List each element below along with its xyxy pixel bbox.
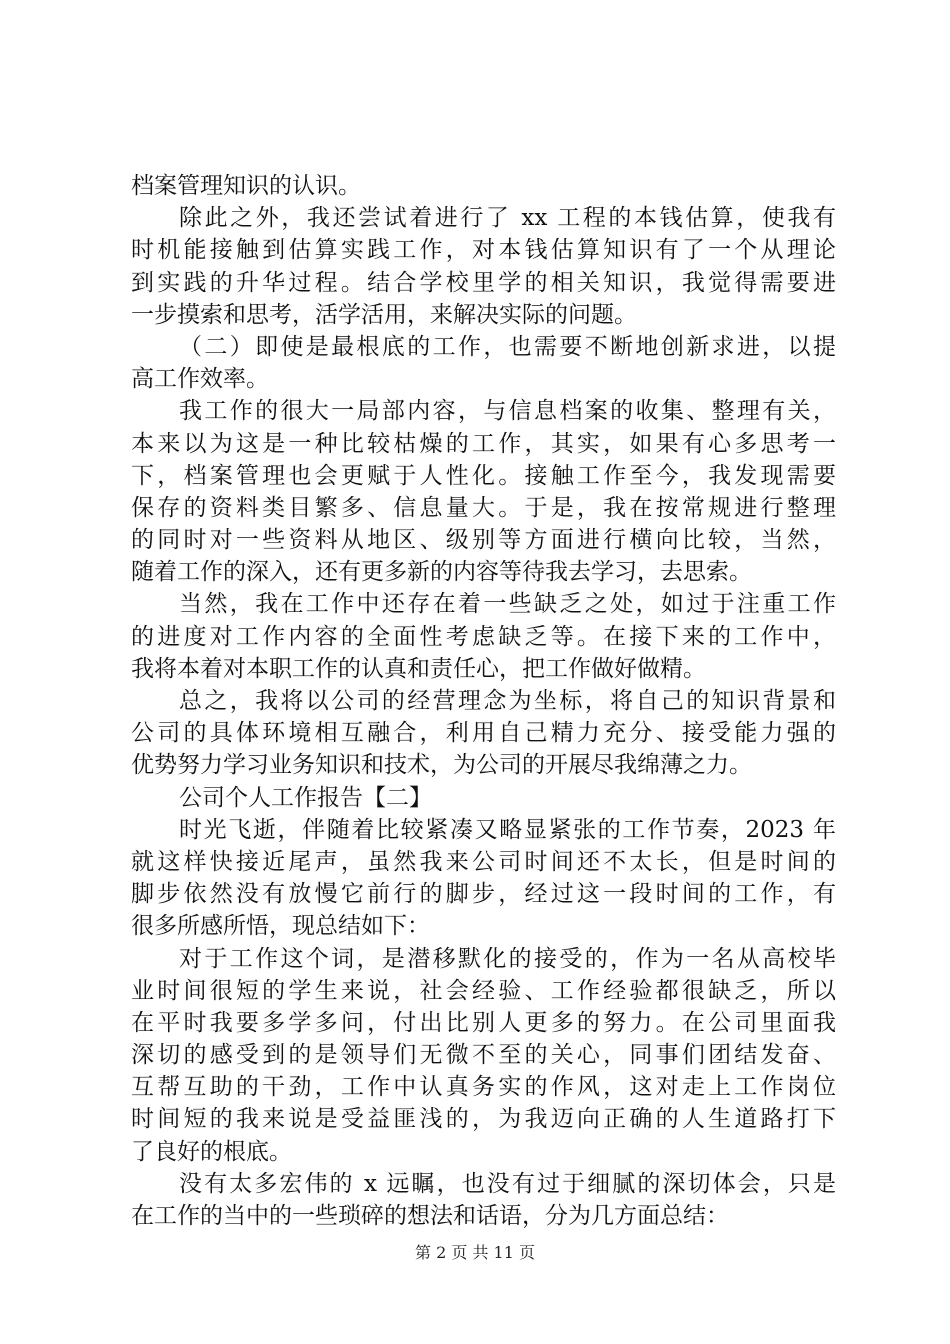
text-line: 下，档案管理也会更赋于人性化。接触工作至今，我发现需要	[131, 462, 836, 489]
text-line: 本来以为这是一种比较枯燥的工作，其实，如果有心多思考一	[131, 430, 836, 457]
text-line: 的进度对工作内容的全面性考虑缺乏等。在接下来的工作中，	[131, 623, 836, 650]
text-line: 时间短的我来说是受益匪浅的，为我迈向正确的人生道路打下	[131, 1106, 836, 1133]
text-line: 脚步依然没有放慢它前行的脚步，经过这一段时间的工作，有	[131, 881, 836, 908]
document-body	[131, 170, 836, 1232]
text-line: 除此之外，我还尝试着进行了 xx 工程的本钱估算，使我有	[179, 205, 836, 232]
text-line: 一步摸索和思考，活学活用，来解决实际的问题。	[131, 301, 637, 328]
text-line: 没有太多宏伟的 x 远瞩，也没有过于细腻的深切体会，只是	[179, 1170, 836, 1197]
text-line: 的同时对一些资料从地区、级别等方面进行横向比较，当然，	[131, 527, 836, 554]
text-line: 在平时我要多学多问，付出比别人更多的努力。在公司里面我	[131, 1009, 836, 1036]
text-line: 对于工作这个词，是潜移默化的接受的，作为一名从高校毕	[179, 945, 836, 972]
text-line: 了良好的根底。	[131, 1138, 292, 1165]
text-line: 互帮互助的干劲，工作中认真务实的作风，这对走上工作岗位	[131, 1074, 836, 1101]
text-line: （二）即使是最根底的工作，也需要不断地创新求进，以提	[179, 333, 836, 360]
text-line: 档案管理知识的认识。	[131, 173, 361, 199]
text-line: 优势努力学习业务知识和技术，为公司的开展尽我绵薄之力。	[131, 752, 752, 779]
text-line: 高工作效率。	[131, 366, 269, 393]
text-line: 时光飞逝，伴随着比较紧凑又略显紧张的工作节奏，2023 年	[179, 816, 836, 843]
text-line: 公司个人工作报告【二】	[179, 784, 432, 811]
text-line: 很多所感所悟，现总结如下：	[131, 913, 430, 940]
text-line: 业时间很短的学生来说，社会经验、工作经验都很缺乏，所以	[131, 977, 836, 1004]
text-line: 深切的感受到的是领导们无微不至的关心，同事们团结发奋、	[131, 1042, 836, 1069]
text-line: 我工作的很大一局部内容，与信息档案的收集、整理有关，	[179, 398, 836, 425]
text-line: 当然，我在工作中还存在着一些缺乏之处，如过于注重工作	[179, 591, 836, 618]
text-line: 我将本着对本职工作的认真和责任心，把工作做好做精。	[131, 655, 706, 682]
text-line: 在工作的当中的一些琐碎的想法和话语，分为几方面总结：	[131, 1203, 729, 1229]
text-line: 就这样快接近尾声，虽然我来公司时间还不太长，但是时间的	[131, 848, 836, 875]
text-line: 随着工作的深入，还有更多新的内容等待我去学习，去思索。	[131, 559, 752, 586]
text-line: 时机能接触到估算实践工作，对本钱估算知识有了一个从理论	[131, 237, 836, 264]
text-line: 公司的具体环境相互融合，利用自己精力充分、接受能力强的	[131, 720, 836, 747]
text-line: 到实践的升华过程。结合学校里学的相关知识，我觉得需要进	[131, 269, 836, 296]
page-footer: 第 2 页 共 11 页	[415, 1243, 535, 1262]
text-line: 保存的资料类目繁多、信息量大。于是，我在按常规进行整理	[131, 494, 836, 521]
text-line: 总之，我将以公司的经营理念为坐标，将自己的知识背景和	[179, 688, 836, 714]
